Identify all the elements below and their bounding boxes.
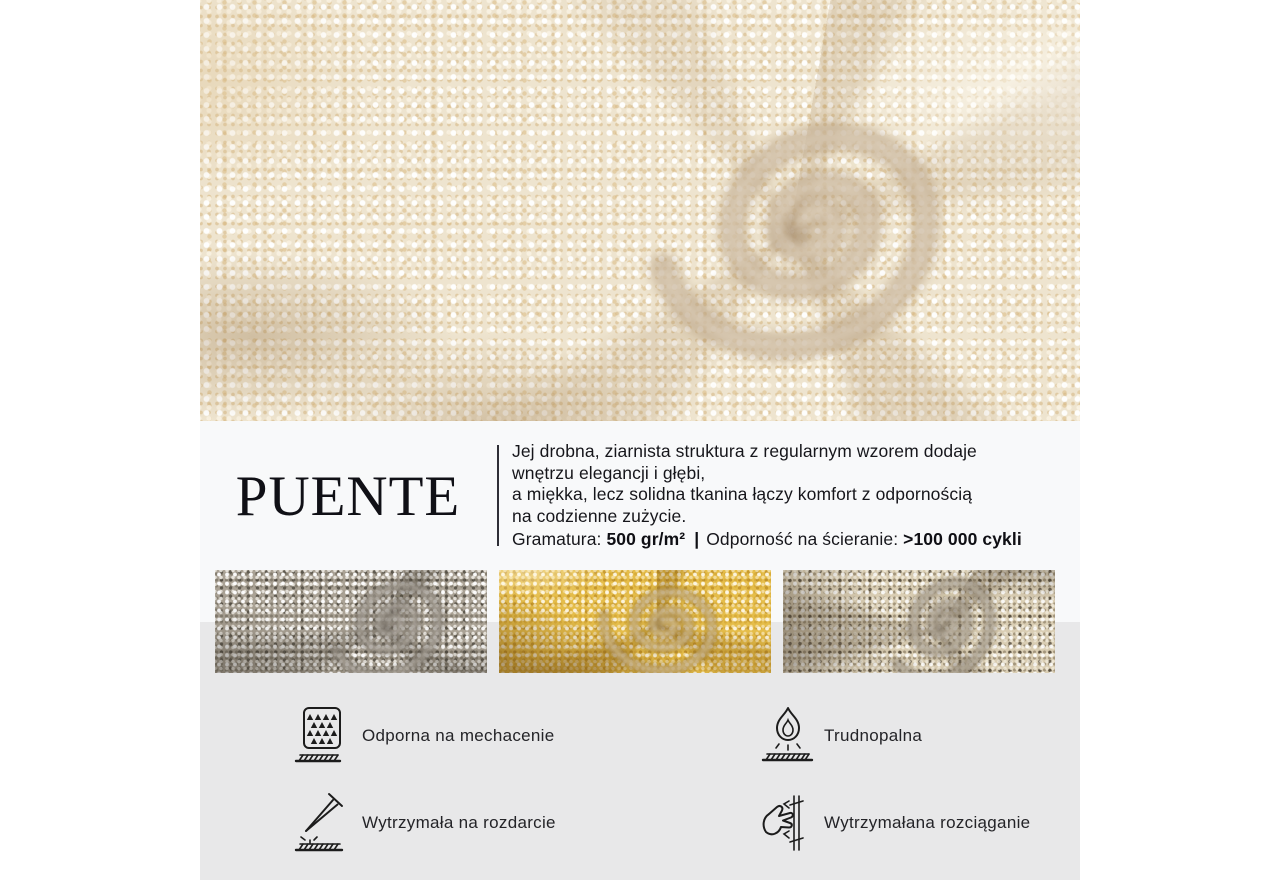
swatch-beige-boucle	[783, 570, 1055, 673]
feature-tear	[294, 791, 556, 855]
stretch-resistant-icon	[760, 792, 816, 854]
swatch-gray-boucle	[215, 570, 487, 673]
description-line: a miękka, lecz solidna tkanina łączy komfort z odpornością	[512, 484, 973, 505]
flame-resistant-icon	[760, 705, 816, 767]
feature-label: Trudnopalna	[824, 726, 923, 745]
weight-label: Gramatura:	[512, 529, 602, 550]
product-title: PUENTE	[235, 464, 461, 528]
abrasion-value: >100 000 cykli	[903, 529, 1022, 550]
pilling-resistant-icon	[294, 705, 350, 767]
title-divider	[497, 445, 499, 546]
feature-stretch	[760, 791, 1030, 855]
feature-label: Odporna na mechacenie	[362, 726, 555, 745]
feature-flame	[760, 704, 922, 768]
swatch-swirl	[584, 570, 731, 673]
description-line: Jej drobna, ziarnista struktura z regularnym wzorem dodaje	[512, 441, 977, 461]
feature-label: Wytrzymała na rozdarcie	[362, 813, 556, 832]
feature-label: Wytrzymałana rozciąganie	[824, 813, 1031, 832]
fabric-hero-photo	[200, 0, 1080, 421]
spec-line	[512, 529, 1072, 551]
description-line: na codzienne zużycie.	[512, 505, 687, 526]
swatch-yellow-boucle	[499, 570, 771, 673]
product-description	[512, 441, 1072, 551]
spec-separator: |	[694, 529, 700, 550]
weight-value: 500 gr/m²	[606, 529, 686, 550]
feature-pilling	[294, 704, 554, 768]
description-line: wnętrzu elegancji i głębi,	[512, 462, 706, 483]
tear-resistant-icon	[294, 792, 350, 854]
abrasion-label: Odporność na ścieranie:	[706, 529, 899, 550]
